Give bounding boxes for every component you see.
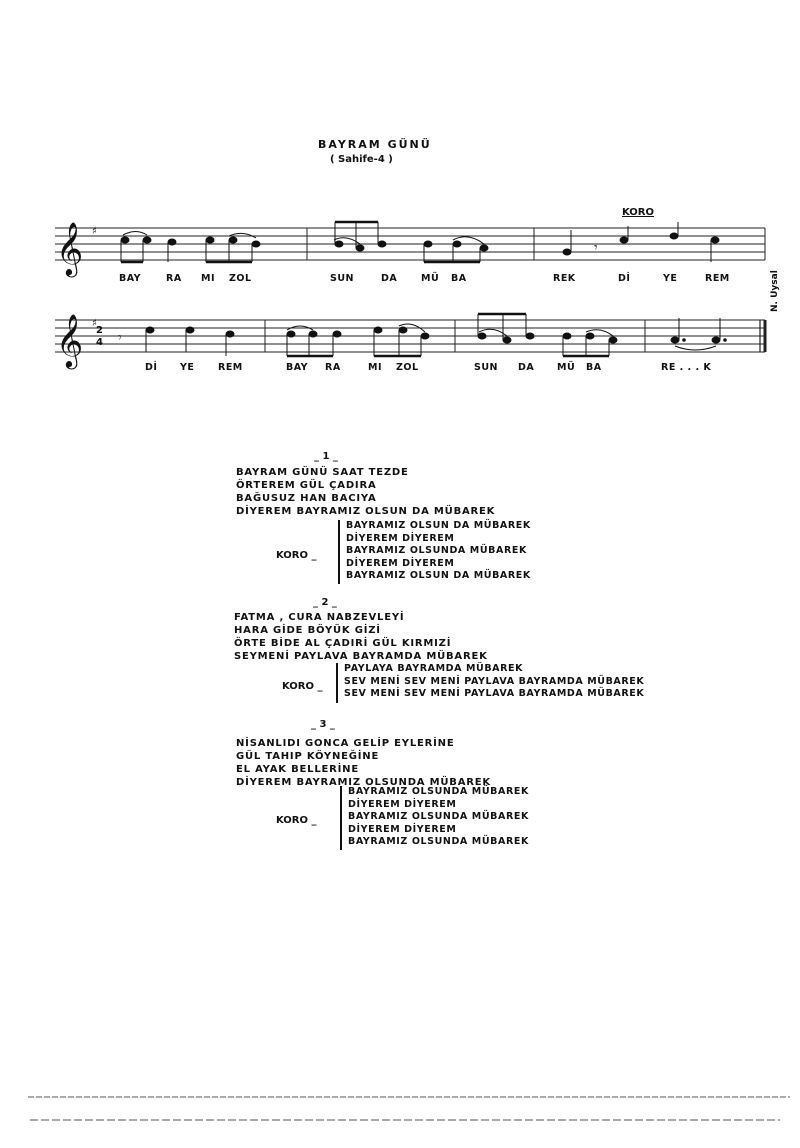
svg-text:𝄞: 𝄞 xyxy=(56,221,84,275)
koro-line: PAYLAYA BAYRAMDA MÜBAREK xyxy=(344,663,524,674)
verse-line: SEYMENİ PAYLAVA BAYRAMDA MÜBAREK xyxy=(234,651,488,662)
koro-line: BAYRAMIZ OLSUNDA MÜBAREK xyxy=(348,786,529,797)
lyric-syllable: RA xyxy=(166,273,182,284)
lyric-syllable: ZOL xyxy=(229,273,252,284)
lyric-syllable: BA xyxy=(451,273,467,284)
koro-line: BAYRAMIZ OLSUNDA MÜBAREK xyxy=(348,811,529,822)
koro-line: DİYEREM DİYEREM xyxy=(346,532,455,544)
koro-line: BAYRAMIZ OLSUNDA MÜBAREK xyxy=(346,545,527,556)
svg-text:♯: ♯ xyxy=(92,226,97,237)
koro-label: KORO _ xyxy=(276,550,317,561)
composer-name: N. Uysal xyxy=(770,270,780,312)
lyric-syllable: DA xyxy=(518,362,535,373)
verse-lines xyxy=(236,737,491,789)
lyric-syllable: MI xyxy=(201,273,215,284)
koro-block xyxy=(338,520,531,584)
koro-line: BAYRAMIZ OLSUN DA MÜBAREK xyxy=(346,520,531,531)
lyric-syllable: Dİ xyxy=(145,362,158,373)
verse-number: _ 1 _ xyxy=(314,451,338,462)
lyric-syllable: BAY xyxy=(286,362,309,373)
verse-line: GÜL TAHIP KÖYNEĞİNE xyxy=(236,751,380,762)
lyric-syllable: RE . . . K xyxy=(661,362,712,373)
koro-line: SEV MENİ SEV MENİ PAYLAVA BAYRAMDA MÜBAREK xyxy=(344,688,645,699)
verse-line: ÖRTEREM GÜL ÇADIRA xyxy=(236,480,377,491)
verse-line: DİYEREM BAYRAMIZ OLSUN DA MÜBAREK xyxy=(236,506,496,517)
verse-line: EL AYAK BELLERİNE xyxy=(236,764,359,775)
koro-block xyxy=(340,786,529,850)
lyric-syllable: REM xyxy=(705,273,730,284)
lyric-syllable: YE xyxy=(180,362,195,373)
koro-label: KORO _ xyxy=(282,681,323,692)
lyric-syllable: MI xyxy=(368,362,382,373)
lyric-syllable: SUN xyxy=(330,273,355,284)
lyric-syllable: DA xyxy=(381,273,398,284)
verse-number: _ 3 _ xyxy=(311,719,335,730)
verse-line: ÖRTE BİDE AL ÇADIRİ GÜL KIRMIZİ xyxy=(234,638,452,649)
svg-text:𝄞: 𝄞 xyxy=(56,313,84,367)
svg-text:4: 4 xyxy=(96,337,103,348)
lyric-syllable: SUN xyxy=(474,362,499,373)
koro-marker: KORO xyxy=(622,207,655,218)
koro-block xyxy=(336,663,644,703)
svg-text:2: 2 xyxy=(96,325,103,336)
koro-line: BAYRAMIZ OLSUNDA MÜBAREK xyxy=(348,836,529,847)
verse-line: BAĞUSUZ HAN BACIYA xyxy=(236,493,377,504)
verse-line: FATMA , CURA NABZEVLEYİ xyxy=(234,612,405,623)
verse-line: NİSANLIDI GONCA GELİP EYLERİNE xyxy=(236,738,455,749)
page-subtitle: ( Sahife-4 ) xyxy=(330,154,393,165)
lyric-syllable: Dİ xyxy=(618,273,631,284)
koro-line: DİYEREM DİYEREM xyxy=(348,798,457,810)
svg-text:𝄾: 𝄾 xyxy=(118,330,122,346)
verse-lines xyxy=(234,611,488,663)
verse-lines xyxy=(236,466,495,518)
verse-line: DİYEREM BAYRAMIZ OLSUNDA MÜBAREK xyxy=(236,777,491,788)
lyric-syllable: BAY xyxy=(119,273,142,284)
lyric-syllable: REM xyxy=(218,362,243,373)
verse-number: _ 2 _ xyxy=(313,597,337,608)
koro-line: BAYRAMIZ OLSUN DA MÜBAREK xyxy=(346,570,531,581)
svg-text:♯: ♯ xyxy=(92,318,97,329)
koro-line: SEV MENİ SEV MENİ PAYLAVA BAYRAMDA MÜBAREK xyxy=(344,675,645,687)
lyric-syllable: REK xyxy=(553,273,576,284)
koro-line: DİYEREM DİYEREM xyxy=(346,557,455,569)
lyric-syllable: MÜ xyxy=(421,273,440,284)
lyric-syllable: BA xyxy=(586,362,602,373)
verse-line: HARA GİDE BÖYÜK GİZİ xyxy=(234,625,381,636)
lyric-syllable: MÜ xyxy=(557,362,576,373)
koro-label: KORO _ xyxy=(276,815,317,826)
lyric-syllable: ZOL xyxy=(396,362,419,373)
koro-line: DİYEREM DİYEREM xyxy=(348,823,457,835)
verse-line: BAYRAM GÜNÜ SAAT TEZDE xyxy=(236,467,409,478)
lyric-syllable: YE xyxy=(663,273,678,284)
page-title: BAYRAM GÜNÜ xyxy=(318,138,432,151)
lyric-syllable: RA xyxy=(325,362,341,373)
svg-text:𝄾: 𝄾 xyxy=(594,240,598,256)
